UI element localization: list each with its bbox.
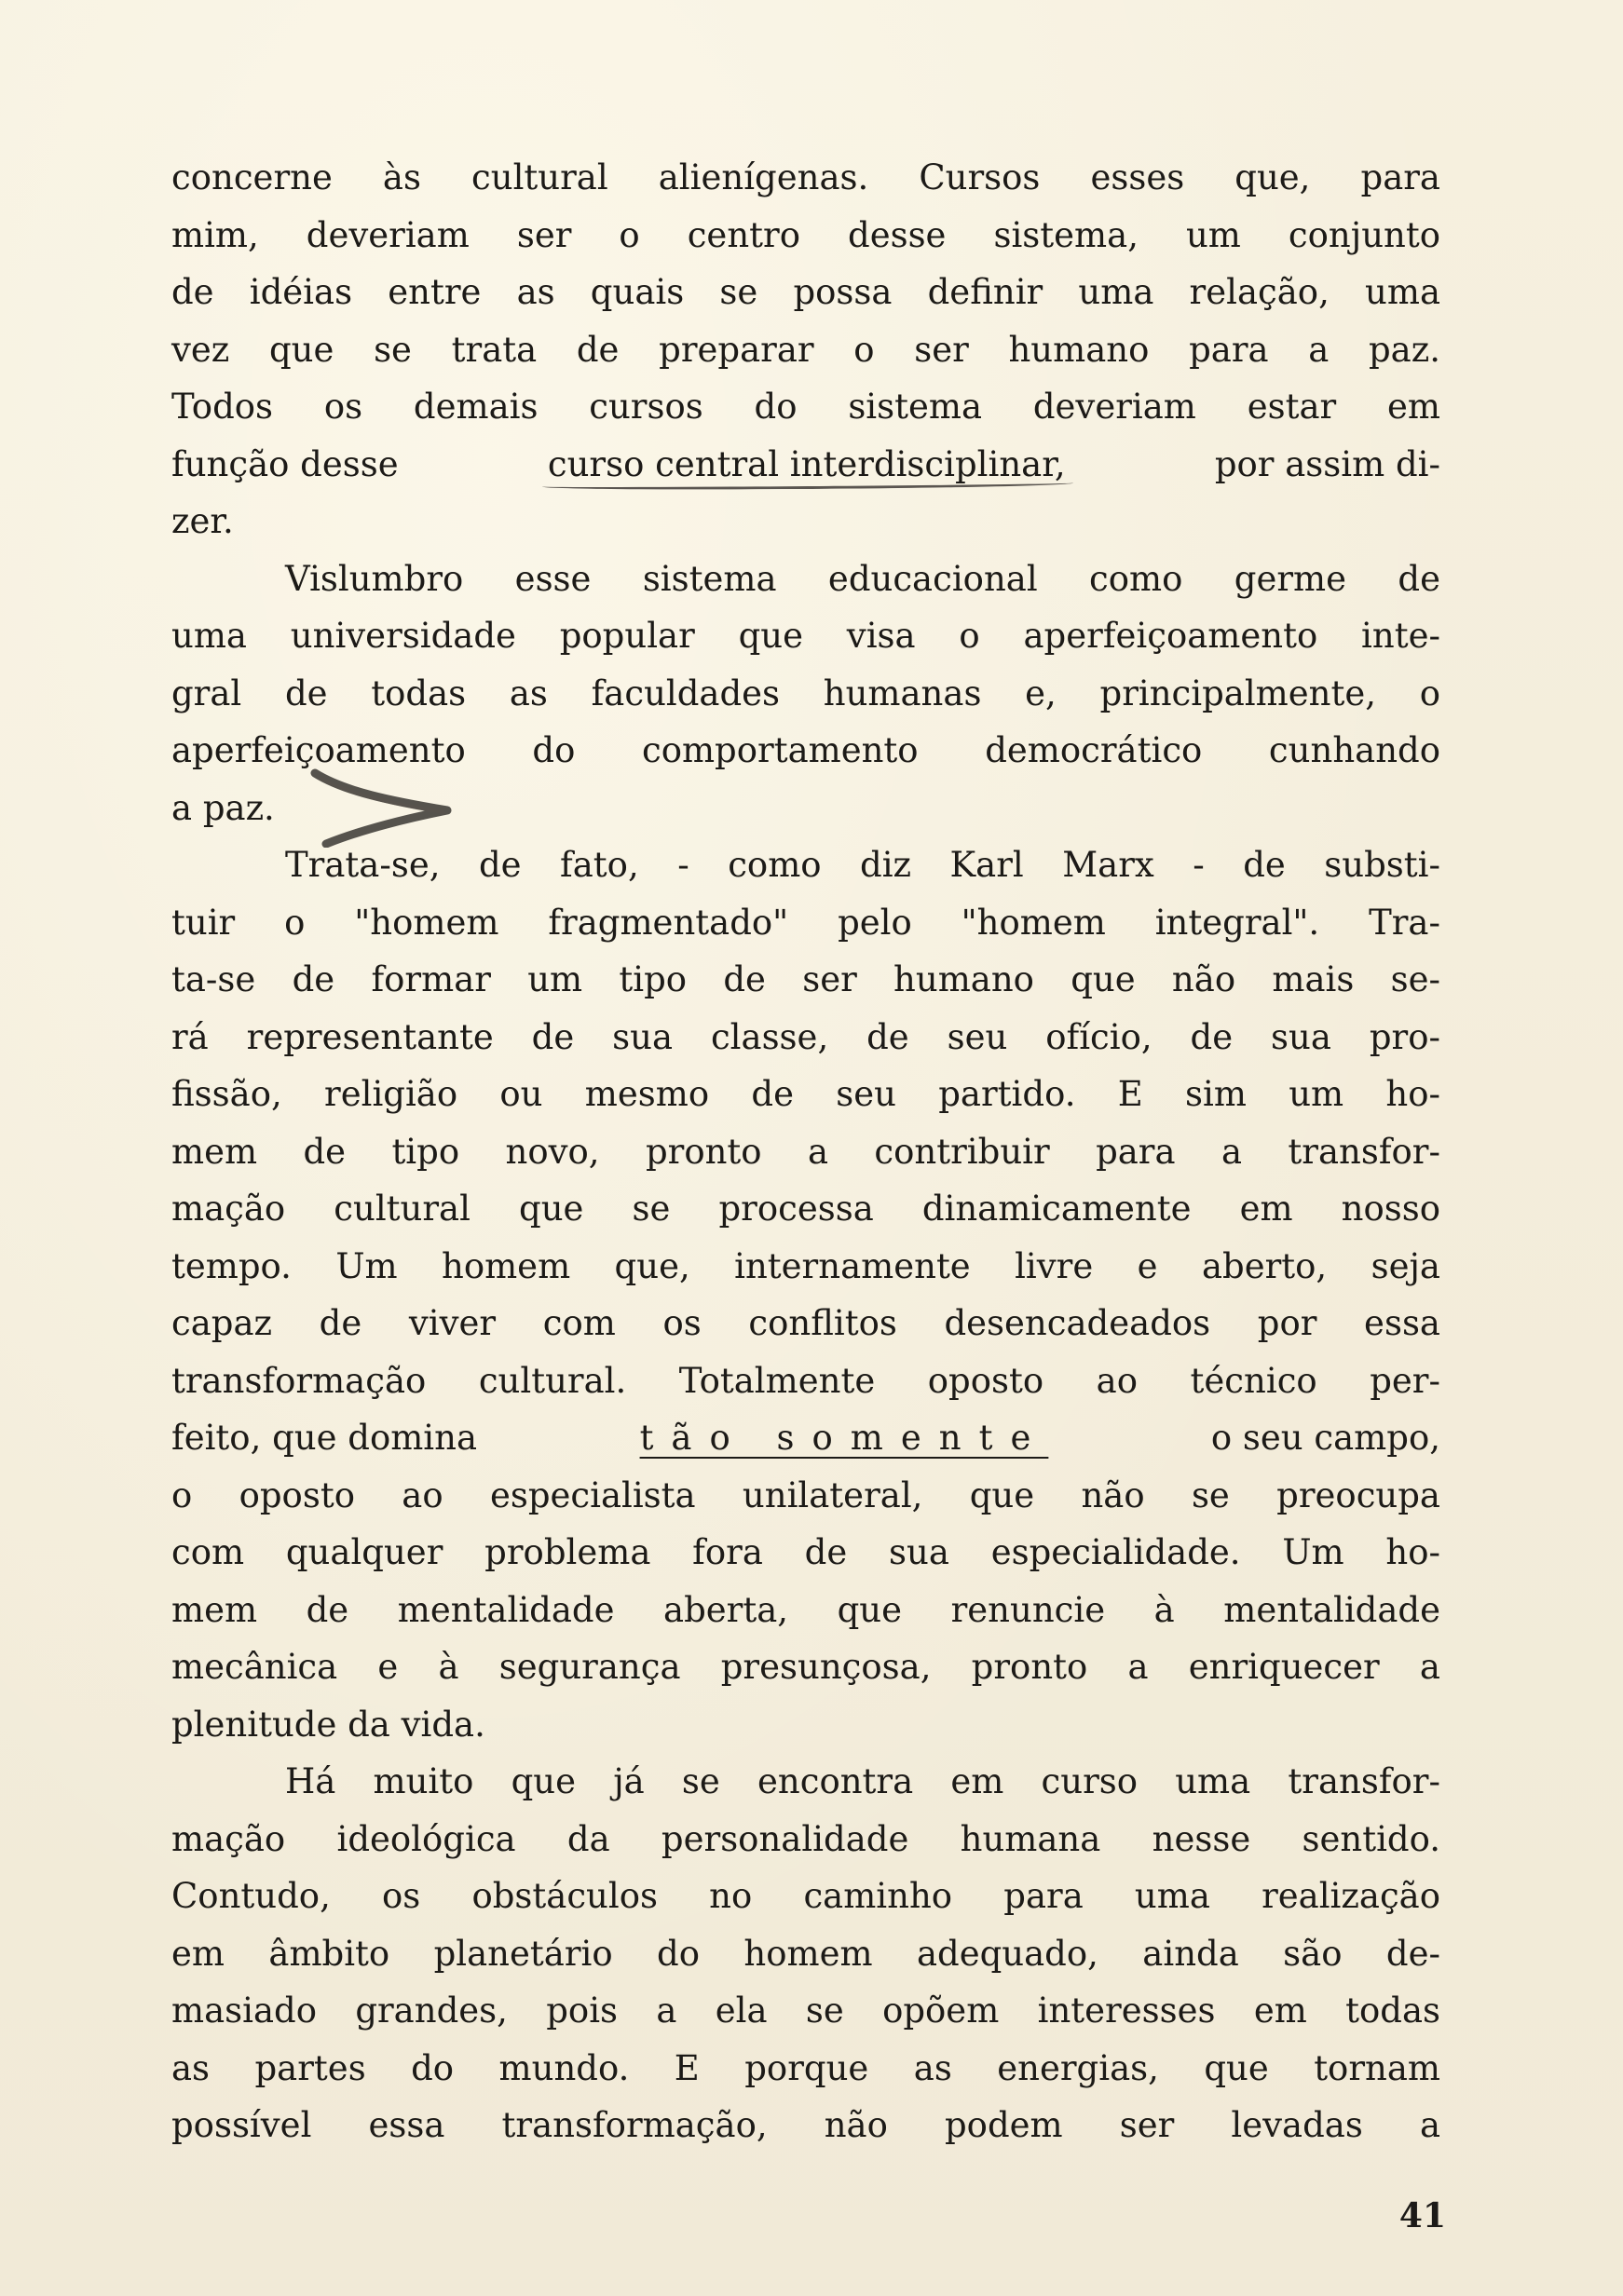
- text-line: o oposto ao especialista unilateral, que não se preocupa: [171, 1474, 1440, 1515]
- text-line: ta-se de formar um tipo de ser humano que não mais se-: [171, 959, 1440, 999]
- text-line: possível essa transformação, não podem ser levadas a: [171, 2105, 1440, 2145]
- text-line: a paz.: [171, 787, 275, 828]
- text-line: Contudo, os obstáculos no caminho para uma realização: [171, 1876, 1440, 1916]
- text-line: transformação cultural. Totalmente oposto ao técnico per-: [171, 1360, 1440, 1401]
- text-line: mação cultural que se processa dinamicamente em nosso: [171, 1189, 1440, 1229]
- text-line: tuir o "homem fragmentado" pelo "homem integral". Tra-: [171, 902, 1440, 943]
- paragraph-start-line: Trata-se, de fato, - como diz Karl Marx - de substi-: [285, 845, 1440, 885]
- text-line: fissão, religião ou mesmo de seu partido. E sim um ho-: [171, 1074, 1440, 1114]
- text-line: mem de tipo novo, pronto a contribuir para a transfor-: [171, 1131, 1440, 1172]
- text-line: mem de mentalidade aberta, que renuncie à mentalidade: [171, 1589, 1440, 1630]
- text-line: de idéias entre as quais se possa definir uma relação, uma: [171, 272, 1440, 312]
- text-line: aperfeiçoamento do comportamento democrático cunhando: [171, 730, 1440, 770]
- pen-arrow-mark: [307, 764, 457, 848]
- text-segment: o seu campo,: [1210, 1418, 1440, 1458]
- paragraph-start-line: Há muito que já se encontra em curso uma transfor-: [285, 1761, 1440, 1801]
- body-text: [171, 149, 1440, 2154]
- text-line: rá representante de sua classe, de seu ofício, de sua pro-: [171, 1016, 1440, 1057]
- text-line: [171, 436, 1440, 494]
- text-line: [171, 1409, 1440, 1467]
- text-line: tempo. Um homem que, internamente livre e aberto, seja: [171, 1245, 1440, 1286]
- text-line: uma universidade popular que visa o aperfeiçoamento inte-: [171, 616, 1440, 656]
- text-line: plenitude da vida.: [171, 1704, 485, 1745]
- text-line: mim, deveriam ser o centro desse sistema, um conjunto: [171, 214, 1440, 255]
- text-line: zer.: [171, 501, 234, 541]
- paragraph-start-line: Vislumbro esse sistema educacional como germe de: [285, 558, 1440, 599]
- text-line: Todos os demais cursos do sistema deveriam estar em: [171, 387, 1440, 427]
- spaced-underlined-phrase: tão somente: [639, 1418, 1049, 1458]
- handwritten-underline-phrase: curso central interdisciplinar,: [548, 436, 1066, 494]
- text-line: masiado grandes, pois a ela se opõem interesses em todas: [171, 1990, 1440, 2031]
- text-line: com qualquer problema fora de sua especialidade. Um ho-: [171, 1532, 1440, 1572]
- text-line: vez que se trata de preparar o ser humano para a paz.: [171, 329, 1440, 370]
- page-number: 41: [1398, 2196, 1446, 2235]
- text-segment: função desse: [171, 443, 399, 484]
- text-segment: por assim di-: [1214, 443, 1440, 484]
- text-line: gral de todas as faculdades humanas e, principalmente, o: [171, 672, 1440, 713]
- text-line: mecânica e à segurança presunçosa, pronto a enriquecer a: [171, 1647, 1440, 1687]
- text-line: as partes do mundo. E porque as energias, que tornam: [171, 2047, 1440, 2088]
- text-line: concerne às cultural alienígenas. Cursos esses que, para: [171, 157, 1440, 197]
- text-line: capaz de viver com os conflitos desencadeados por essa: [171, 1303, 1440, 1343]
- text-line: mação ideológica da personalidade humana nesse sentido.: [171, 1818, 1440, 1859]
- text-segment: feito, que domina: [171, 1418, 478, 1458]
- text-line: em âmbito planetário do homem adequado, ainda são de-: [171, 1933, 1440, 1974]
